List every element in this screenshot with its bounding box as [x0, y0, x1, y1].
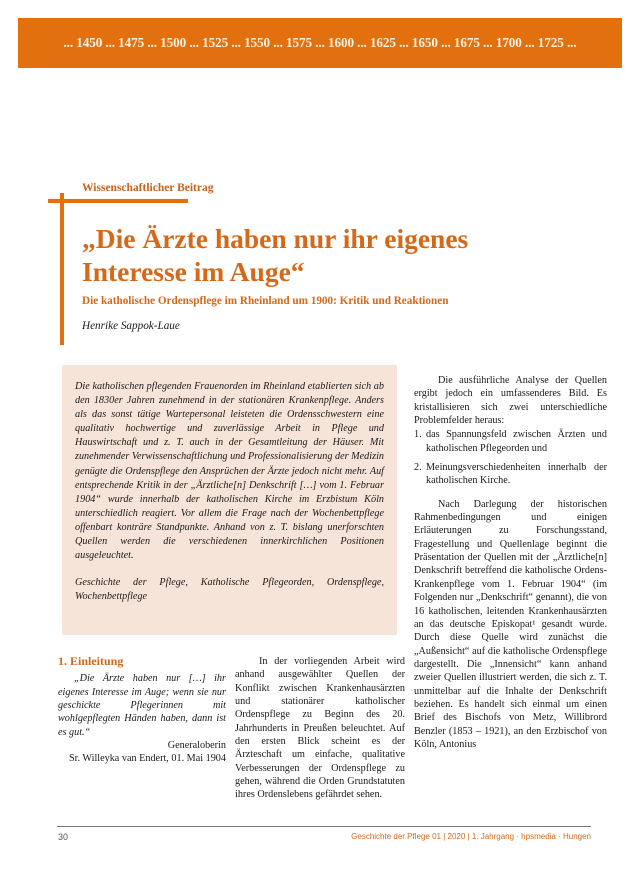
abstract-box	[62, 365, 397, 635]
page-number: 30	[58, 832, 69, 842]
article-subtitle: Die katholische Ordenspflege im Rheinland um 1900: Kritik und Reaktionen	[82, 295, 449, 307]
middle-column	[235, 655, 405, 802]
section-kicker: Wissenschaftlicher Beitrag	[82, 182, 214, 194]
epigraph-quote: „Die Ärzte haben nur […] ihr eigenes Interesse im Auge; wenn sie nur geschickte Pflegerinnen mit wohlgepflegten Händen haben, dann ist es gut.“	[58, 673, 226, 738]
list-text: das Spannungsfeld zwischen Ärzten und katholischen Pflegeorden und	[426, 429, 607, 454]
author-name: Henrike Sappok-Laue	[82, 320, 180, 332]
timeline-band	[18, 18, 622, 68]
list-number: 1.	[414, 429, 422, 441]
list-item	[414, 428, 607, 455]
right-paragraph: Nach Darlegung der historischen Rahmenbedingungen und einigen Erläuterungen zu Forschungsstand, Fragestellung und Quellenlage beginnt die Präsentation der Quellen mit der „Ärztliche[n] Denkschrift betreffend die katholische Ordens-Krankenpflege vom 1. Februar 1904“ (im Folgenden nur „Denkschrift“ genannt), die von 16 katholischen, leitenden Krankenhausärzten an das deutsche Episkopat¹ gesandt wurde. Durch diese Quelle wird zunächst die „Außensicht“ auf die katholische Ordenspflege dargestellt. Die „Innensicht“ kann anhand zweier Quellen illustriert werden, die sich z. T. unmittelbar auf die Inhalte der Denkschrift beziehen. Es handelt sich einmal um einen Brief des Bischofs von Metz, Willibrord Benzler (1853 – 1921), an den Erzbischof von Köln, Antonius	[414, 498, 607, 750]
title-line-2: Interesse im Auge“	[82, 256, 305, 287]
right-intro: Die ausführliche Analyse der Quellen ergibt jedoch ein umfassenderes Bild. Es kristallisieren sich zwei unterschiedliche Problemfelder heraus:	[414, 375, 607, 427]
timeline-text: ... 1450 ... 1475 ... 1500 ... 1525 ... 1550 ... 1575 ... 1600 ... 1625 ... 1650 ... 1675 ... 1700 ... 1725 ...	[63, 35, 577, 50]
epigraph-attribution-name: Sr. Willeyka van Endert, 01. Mai 1904	[69, 753, 226, 765]
title-line-1: „Die Ärzte haben nur ihr eigenes	[82, 223, 469, 254]
abstract-keywords: Geschichte der Pflege, Katholische Pflegeorden, Ordenspflege, Wochenbettpflege	[75, 577, 384, 603]
article-title	[82, 222, 552, 288]
epigraph-attribution-title: Generaloberin	[167, 740, 226, 752]
middle-paragraph: In der vorliegenden Arbeit wird anhand ausgewählter Quellen der Konflikt zwischen Krankenhausärzten und stationärer katholischer Ordenspflege zu Beginn des 20. Jahrhunderts in Preußen beleuchtet. Auf den ersten Blick scheint es der Ärzteschaft um einfache, qualitative Verbesserungen der Ordenspflege zu gehen, während die Orden Grundstatuten ihres Ordenslebens gefährdet sehen.	[235, 656, 405, 801]
right-column	[414, 374, 607, 751]
list-number: 2.	[414, 462, 422, 474]
footer-rule	[57, 826, 591, 827]
journal-info: Geschichte der Pflege 01 | 2020 | 1. Jahrgang · hpsmedia · Hungen	[351, 832, 591, 841]
abstract-text: Die katholischen pflegenden Frauenorden im Rheinland etablierten sich ab den 1830er Jahren zunehmend in der stationären Krankenpflege. Anders als das sonst tätige Wartepersonal leisteten die Ordensschwestern eine qualitativ hochwertige und zuverlässige Arbeit in Pflege und Hauswirtschaft und z. T. auch in der Gesamtleitung der Häuser. Mit zunehmender Verwissenschaftlichung und Professionalisierung der Medizin genügte die Ordenspflege den Ansprüchen der Ärzte jedoch nicht mehr. Auf entsprechende Kritik in der „Ärztliche[n] Denkschrift […] vom 1. Februar 1904“ wurde innerhalb der katholischen Kirche im Erzbistum Köln unterschiedlich reagiert. Vor allem die Frage nach der Wochenbettpflege offenbart konträre Standpunkte. Anhand von z. T. bislang unerforschten Quellen werden die verschiedenen innerkirchlichen Positionen ausgeleuchtet.	[75, 381, 384, 562]
list-text: Meinungsverschiedenheiten innerhalb der katholischen Kirche.	[426, 462, 607, 487]
decorative-vertical-rule	[60, 193, 64, 345]
left-column	[58, 655, 226, 766]
decorative-horizontal-rule	[48, 199, 188, 203]
section-heading-introduction: 1. Einleitung	[58, 654, 124, 668]
problem-list	[414, 428, 607, 487]
list-item	[414, 461, 607, 488]
